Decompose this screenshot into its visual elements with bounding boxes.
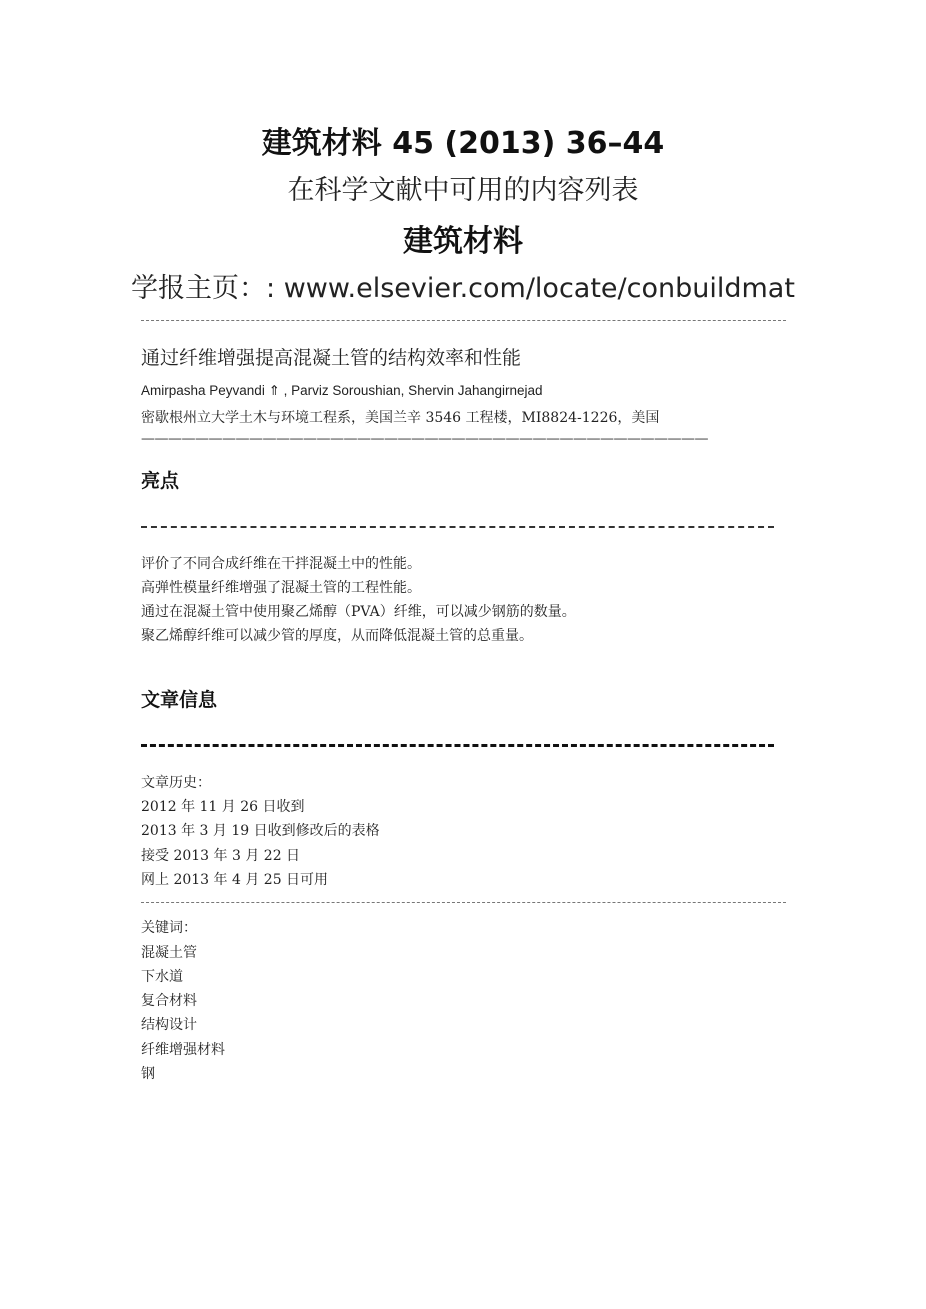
article-title: 通过纤维增强提高混凝土管的结构效率和性能 bbox=[141, 347, 522, 369]
keyword-item: 结构设计 bbox=[141, 1017, 197, 1033]
affiliation-separator: —————————————————————————————————————————— bbox=[141, 431, 708, 447]
history-label: 文章历史： bbox=[141, 775, 211, 791]
highlights-heading: 亮点 bbox=[141, 470, 180, 492]
article-authors: Amirpasha Peyvandi ⇑ , Parviz Soroushian, Shervin Jahangirnejad bbox=[141, 383, 543, 398]
highlight-item: 高弹性模量纤维增强了混凝土管的工程性能。 bbox=[141, 580, 421, 596]
history-online: 网上 2013 年 4 月 25 日可用 bbox=[141, 872, 329, 888]
journal-citation: 建筑材料 45 (2013) 36–44 bbox=[261, 126, 665, 161]
journal-homepage: 学报主页：: www.elsevier.com/locate/conbuildmat bbox=[131, 273, 795, 304]
journal-name: 建筑材料 bbox=[403, 224, 523, 259]
keywords-label: 关键词： bbox=[141, 920, 197, 936]
contents-availability-line: 在科学文献中可用的内容列表 bbox=[287, 175, 639, 206]
header-divider bbox=[141, 320, 786, 321]
author-affiliation: 密歇根州立大学土木与环境工程系，美国兰辛 3546 工程楼，MI8824-1226，美国 bbox=[141, 410, 660, 426]
highlight-item: 通过在混凝土管中使用聚乙烯醇（PVA）纤维，可以减少钢筋的数量。 bbox=[141, 604, 576, 620]
article-info-divider bbox=[141, 744, 774, 747]
keyword-item: 纤维增强材料 bbox=[141, 1042, 225, 1058]
history-revised: 2013 年 3 月 19 日收到修改后的表格 bbox=[141, 823, 380, 839]
keyword-item: 复合材料 bbox=[141, 993, 197, 1009]
keyword-item: 下水道 bbox=[141, 969, 183, 985]
history-received: 2012 年 11 月 26 日收到 bbox=[141, 799, 305, 815]
article-info-heading: 文章信息 bbox=[141, 689, 218, 711]
keywords-divider bbox=[141, 902, 786, 903]
highlights-divider bbox=[141, 526, 774, 528]
keyword-item: 混凝土管 bbox=[141, 945, 197, 961]
highlight-item: 聚乙烯醇纤维可以减少管的厚度，从而降低混凝土管的总重量。 bbox=[141, 628, 533, 644]
highlight-item: 评价了不同合成纤维在干拌混凝土中的性能。 bbox=[141, 556, 421, 572]
history-accepted: 接受 2013 年 3 月 22 日 bbox=[141, 848, 301, 864]
keyword-item: 钢 bbox=[141, 1066, 155, 1082]
